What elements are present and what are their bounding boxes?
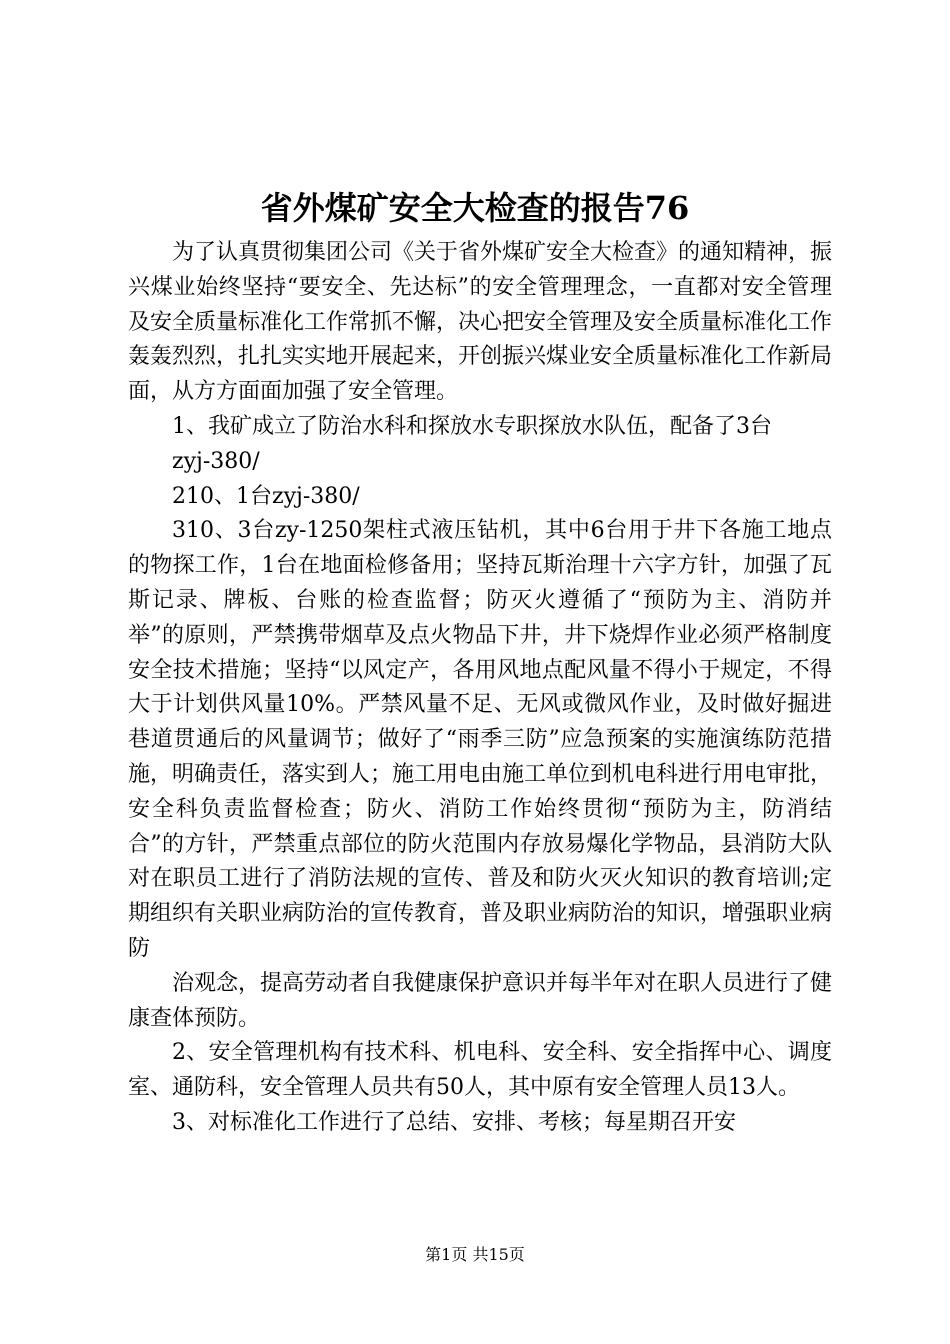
- paragraph-safety-measures: 310、3台zy-1250架柱式液压钻机，其中6台用于井下各施工地点的物探工作，1台在地面检修备用；坚持瓦斯治理十六字方针，加强了瓦斯记录、牌板、台账的检查监督；防灭火遵循了“预防为主、消防并举”的原则，严禁携带烟草及点火物品下井，井下烧焊作业必须严格制度安全技术措施；坚持“以风定产，各用风地点配风量不得小于规定，不得大于计划供风量10%。严禁风量不足、无风或微风作业，及时做好掘进巷道贯通后的风量调节；做好了“雨季三防”应急预案的实施演练防范措施，明确责任，落实到人；施工用电由施工单位到机电科进行用电审批，安全科负责监督检查；防火、消防工作始终贯彻“预防为主，防消结合”的方针，严禁重点部位的防火范围内存放易爆化学物品，县消防大队对在职员工进行了消防法规的宣传、普及和防火灭火知识的教育培训;定期组织有关职业病防治的宣传教育，普及职业病防治的知识，增强职业病防: [128, 518, 833, 961]
- page-footer: 第1页 共15页: [425, 1245, 525, 1264]
- paragraph-intro: 为了认真贯彻集团公司《关于省外煤矿安全大检查》的通知精神，振兴煤业始终坚持“要安全、先达标”的安全管理理念，一直都对安全管理及安全质量标准化工作常抓不懈，决心把安全管理及安全质量标准化工作轰轰烈烈，扎扎实实地开展起来，开创振兴煤业安全质量标准化工作新局面，从方方面面加强了安全管理。: [128, 240, 833, 405]
- document-body: [128, 236, 832, 1141]
- paragraph-item-2: 2、安全管理机构有技术科、机电科、安全科、安全指挥中心、调度室、通防科，安全管理人员共有50人，其中原有安全管理人员13人。: [128, 1040, 832, 1101]
- document-title: 省外煤矿安全大检查的报告76: [260, 189, 690, 227]
- paragraph-item-1: 1、我矿成立了防治水科和探放水专职探放水队伍，配备了3台: [172, 413, 772, 439]
- paragraph-model-2: 210、1台zyj-380/: [172, 483, 360, 509]
- paragraph-item-3: 3、对标准化工作进行了总结、安排、考核；每星期召开安: [172, 1109, 736, 1135]
- paragraph-health: 治观念，提高劳动者自我健康保护意识并每半年对在职人员进行了健康查体预防。: [128, 970, 833, 1031]
- paragraph-model-1: zyj-380/: [172, 448, 260, 474]
